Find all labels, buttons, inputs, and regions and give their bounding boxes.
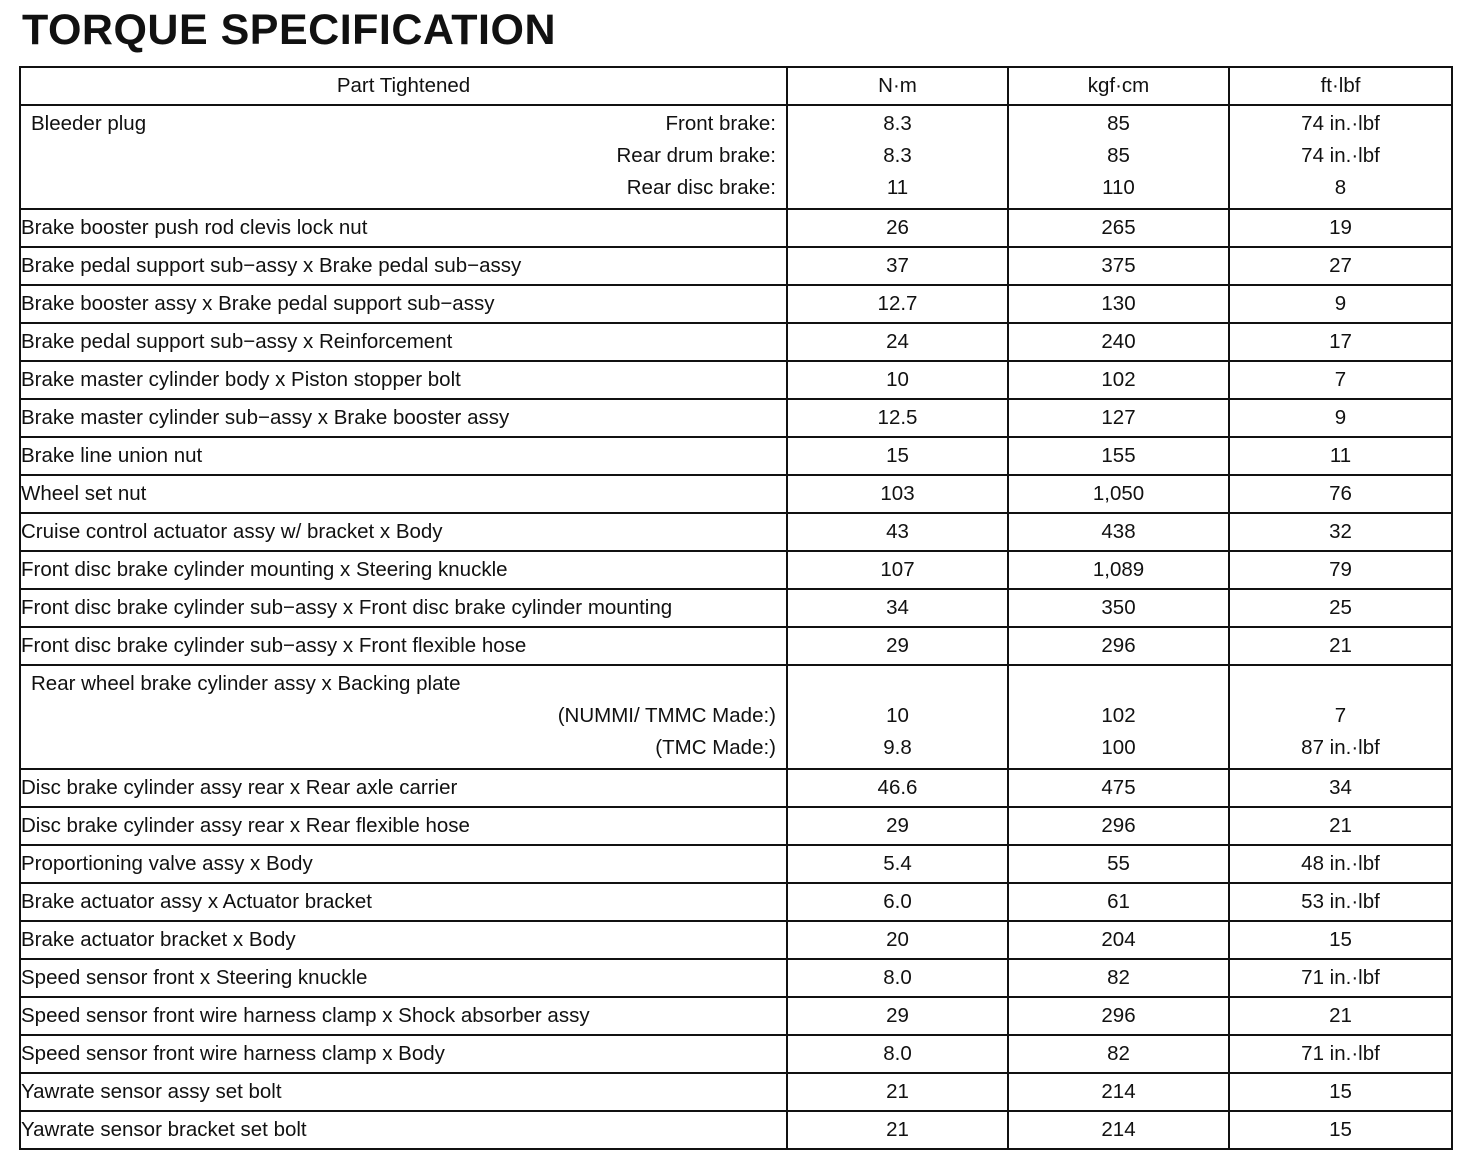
part-cell: Brake master cylinder body x Piston stopper bolt xyxy=(20,361,787,399)
ftlbf-value: 9 xyxy=(1229,285,1452,323)
part-cell: Front disc brake cylinder sub−assy x Front disc brake cylinder mounting xyxy=(20,589,787,627)
ftlbf-value: 9 xyxy=(1229,399,1452,437)
kgf-value: 296 xyxy=(1008,627,1229,665)
kgf-value: 375 xyxy=(1008,247,1229,285)
part-cell: Speed sensor front wire harness clamp x Body xyxy=(20,1035,787,1073)
table-row xyxy=(20,807,1452,845)
part-cell: Proportioning valve assy x Body xyxy=(20,845,787,883)
kgf-value: 85 xyxy=(1107,112,1130,135)
nm-value: 8.0 xyxy=(787,1035,1008,1073)
part-cell: Yawrate sensor assy set bolt xyxy=(20,1073,787,1111)
table-row xyxy=(20,209,1452,247)
table-row xyxy=(20,883,1452,921)
kgf-value: 296 xyxy=(1008,997,1229,1035)
ftlbf-value: 74 in.·lbf xyxy=(1301,144,1380,167)
part-cell: Speed sensor front x Steering knuckle xyxy=(20,959,787,997)
header-ft-lbf: ft·lbf xyxy=(1229,67,1452,105)
part-label: Bleeder plug xyxy=(31,112,147,135)
ftlbf-value: 8 xyxy=(1334,176,1347,199)
part-cell: Speed sensor front wire harness clamp x Shock absorber assy xyxy=(20,997,787,1035)
table-row-bleeder-plug xyxy=(20,105,1452,209)
nm-value: 21 xyxy=(787,1073,1008,1111)
table-row xyxy=(20,845,1452,883)
kgf-value: 127 xyxy=(1008,399,1229,437)
nm-cell xyxy=(787,105,1008,209)
nm-value: 11 xyxy=(886,176,909,199)
ftlbf-value: 53 in.·lbf xyxy=(1229,883,1452,921)
kgf-value: 214 xyxy=(1008,1111,1229,1149)
kgf-value: 102 xyxy=(1008,361,1229,399)
sub-label: Front brake: xyxy=(665,112,776,135)
table-row xyxy=(20,589,1452,627)
ftlbf-value: 21 xyxy=(1229,807,1452,845)
table-row xyxy=(20,769,1452,807)
part-cell: Brake master cylinder sub−assy x Brake booster assy xyxy=(20,399,787,437)
header-nm: N·m xyxy=(787,67,1008,105)
part-cell: Front disc brake cylinder sub−assy x Front flexible hose xyxy=(20,627,787,665)
table-row xyxy=(20,627,1452,665)
table-row xyxy=(20,437,1452,475)
part-cell: Brake actuator bracket x Body xyxy=(20,921,787,959)
header-kgf-cm: kgf·cm xyxy=(1008,67,1229,105)
nm-value: 26 xyxy=(787,209,1008,247)
kgf-value: 82 xyxy=(1008,1035,1229,1073)
nm-value: 6.0 xyxy=(787,883,1008,921)
torque-spec-table xyxy=(19,66,1453,1150)
part-label: Rear wheel brake cylinder assy x Backing plate xyxy=(31,672,461,695)
header-part-tightened: Part Tightened xyxy=(20,67,787,105)
kgf-value: 204 xyxy=(1008,921,1229,959)
ftlbf-value: 15 xyxy=(1229,921,1452,959)
sub-label: (TMC Made:) xyxy=(655,736,776,759)
ftlbf-cell xyxy=(1229,665,1452,769)
table-row xyxy=(20,959,1452,997)
nm-value: 8.3 xyxy=(883,112,912,135)
ftlbf-value: 21 xyxy=(1229,627,1452,665)
nm-value: 9.8 xyxy=(883,736,912,759)
nm-value: 5.4 xyxy=(787,845,1008,883)
ftlbf-value: 87 in.·lbf xyxy=(1301,736,1380,759)
sub-label: Rear disc brake: xyxy=(626,176,776,199)
kgf-value: 438 xyxy=(1008,513,1229,551)
part-cell: Cruise control actuator assy w/ bracket x Body xyxy=(20,513,787,551)
table-row-rear-wheel-brake-cylinder xyxy=(20,665,1452,769)
kgf-cell xyxy=(1008,105,1229,209)
ftlbf-value: 7 xyxy=(1334,704,1347,727)
ftlbf-value: 21 xyxy=(1229,997,1452,1035)
part-cell: Brake pedal support sub−assy x Brake pedal sub−assy xyxy=(20,247,787,285)
kgf-value: 110 xyxy=(1102,176,1135,199)
ftlbf-cell xyxy=(1229,105,1452,209)
kgf-value: 296 xyxy=(1008,807,1229,845)
part-cell: Brake pedal support sub−assy x Reinforcement xyxy=(20,323,787,361)
sub-label: (NUMMI/ TMMC Made:) xyxy=(557,704,776,727)
nm-value: 107 xyxy=(787,551,1008,589)
part-cell: Brake booster push rod clevis lock nut xyxy=(20,209,787,247)
nm-value: 10 xyxy=(787,361,1008,399)
table-row xyxy=(20,285,1452,323)
nm-value: 37 xyxy=(787,247,1008,285)
kgf-value: 475 xyxy=(1008,769,1229,807)
part-cell: Brake line union nut xyxy=(20,437,787,475)
sub-label: Rear drum brake: xyxy=(616,144,776,167)
table-row xyxy=(20,921,1452,959)
nm-value: 29 xyxy=(787,627,1008,665)
table-header-row xyxy=(20,67,1452,105)
ftlbf-value: 17 xyxy=(1229,323,1452,361)
nm-value: 8.3 xyxy=(883,144,912,167)
nm-value: 43 xyxy=(787,513,1008,551)
kgf-value: 350 xyxy=(1008,589,1229,627)
kgf-cell xyxy=(1008,665,1229,769)
ftlbf-value: 32 xyxy=(1229,513,1452,551)
kgf-value: 85 xyxy=(1107,144,1130,167)
table-row xyxy=(20,475,1452,513)
ftlbf-value: 11 xyxy=(1229,437,1452,475)
kgf-value: 82 xyxy=(1008,959,1229,997)
ftlbf-value: 27 xyxy=(1229,247,1452,285)
nm-value: 12.7 xyxy=(787,285,1008,323)
nm-value: 15 xyxy=(787,437,1008,475)
part-cell: Disc brake cylinder assy rear x Rear axle carrier xyxy=(20,769,787,807)
part-cell: Disc brake cylinder assy rear x Rear flexible hose xyxy=(20,807,787,845)
table-row xyxy=(20,997,1452,1035)
part-cell xyxy=(20,665,787,769)
kgf-value: 61 xyxy=(1008,883,1229,921)
ftlbf-value: 15 xyxy=(1229,1111,1452,1149)
table-row xyxy=(20,323,1452,361)
nm-value: 24 xyxy=(787,323,1008,361)
ftlbf-value: 34 xyxy=(1229,769,1452,807)
ftlbf-value: 48 in.·lbf xyxy=(1229,845,1452,883)
ftlbf-value: 74 in.·lbf xyxy=(1301,112,1380,135)
ftlbf-value: 71 in.·lbf xyxy=(1229,959,1452,997)
kgf-value: 130 xyxy=(1008,285,1229,323)
table-row xyxy=(20,247,1452,285)
nm-value: 10 xyxy=(886,704,909,727)
nm-value: 21 xyxy=(787,1111,1008,1149)
table-row xyxy=(20,513,1452,551)
table-row xyxy=(20,361,1452,399)
nm-value: 46.6 xyxy=(787,769,1008,807)
kgf-value: 265 xyxy=(1008,209,1229,247)
ftlbf-value: 15 xyxy=(1229,1073,1452,1111)
part-cell: Front disc brake cylinder mounting x Steering knuckle xyxy=(20,551,787,589)
nm-value: 20 xyxy=(787,921,1008,959)
part-cell: Wheel set nut xyxy=(20,475,787,513)
ftlbf-value: 71 in.·lbf xyxy=(1229,1035,1452,1073)
kgf-value: 155 xyxy=(1008,437,1229,475)
part-cell xyxy=(20,105,787,209)
nm-value: 29 xyxy=(787,997,1008,1035)
ftlbf-value: 25 xyxy=(1229,589,1452,627)
ftlbf-value: 76 xyxy=(1229,475,1452,513)
nm-value: 12.5 xyxy=(787,399,1008,437)
table-row xyxy=(20,1073,1452,1111)
table-row xyxy=(20,551,1452,589)
nm-value: 103 xyxy=(787,475,1008,513)
nm-value: 34 xyxy=(787,589,1008,627)
part-cell: Yawrate sensor bracket set bolt xyxy=(20,1111,787,1149)
part-cell: Brake actuator assy x Actuator bracket xyxy=(20,883,787,921)
ftlbf-value: 79 xyxy=(1229,551,1452,589)
table-row xyxy=(20,1111,1452,1149)
nm-value: 8.0 xyxy=(787,959,1008,997)
ftlbf-value: 7 xyxy=(1229,361,1452,399)
kgf-value: 102 xyxy=(1101,704,1136,727)
kgf-value: 214 xyxy=(1008,1073,1229,1111)
kgf-value: 1,089 xyxy=(1008,551,1229,589)
kgf-value: 240 xyxy=(1008,323,1229,361)
kgf-value: 1,050 xyxy=(1008,475,1229,513)
table-row xyxy=(20,399,1452,437)
page-title: TORQUE SPECIFICATION xyxy=(22,6,556,54)
table-row xyxy=(20,1035,1452,1073)
ftlbf-value: 19 xyxy=(1229,209,1452,247)
nm-value: 29 xyxy=(787,807,1008,845)
nm-cell xyxy=(787,665,1008,769)
part-cell: Brake booster assy x Brake pedal support sub−assy xyxy=(20,285,787,323)
kgf-value: 100 xyxy=(1101,736,1136,759)
kgf-value: 55 xyxy=(1008,845,1229,883)
